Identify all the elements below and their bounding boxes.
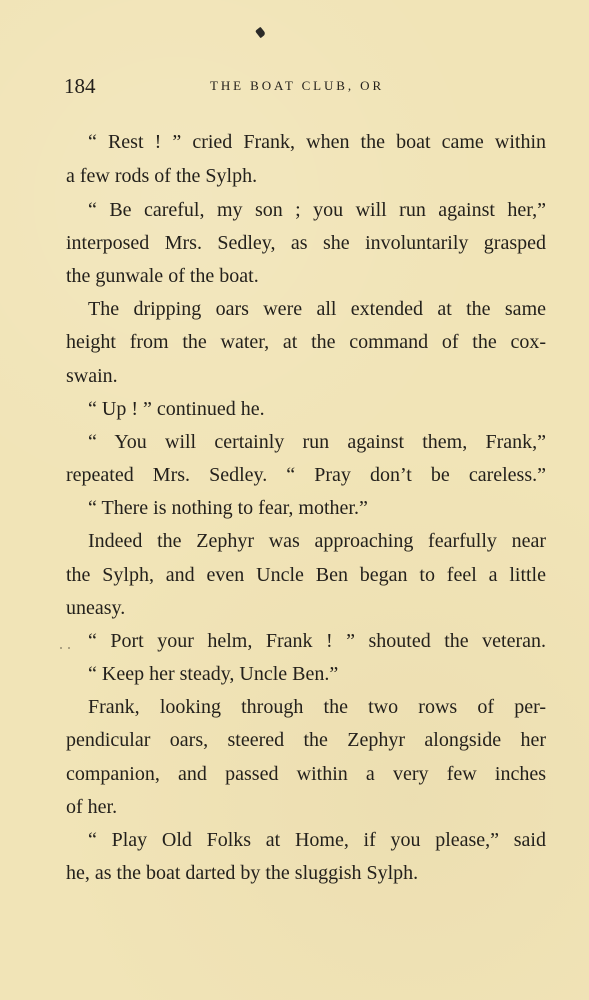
text-line: “ Rest ! ” cried Frank, when the boat came within (88, 131, 546, 153)
text-line: repeated Mrs. Sedley. “ Pray don’t be careless.” (66, 464, 546, 486)
text-line: “ There is nothing to fear, mother.” (88, 497, 368, 519)
page-number: 184 (64, 74, 96, 98)
text-line: Frank, looking through the two rows of per- (88, 696, 546, 718)
text-line: he, as the boat darted by the sluggish Sylph. (66, 862, 419, 884)
text-line: the gunwale of the boat. (66, 265, 259, 287)
text-line: “ You will certainly run against them, Frank,” (88, 431, 546, 453)
text-line: pendicular oars, steered the Zephyr alongside her (66, 729, 546, 751)
running-head: THE BOAT CLUB, OR (210, 78, 385, 93)
text-line: uneasy. (66, 597, 126, 619)
text-line: “ Port your helm, Frank ! ” shouted the veteran. (88, 630, 546, 652)
text-line: The dripping oars were all extended at the same (88, 298, 546, 320)
text-line: interposed Mrs. Sedley, as she involuntarily grasped (66, 232, 546, 254)
text-line: “ Be careful, my son ; you will run against her,” (88, 199, 546, 221)
text-line: Indeed the Zephyr was approaching fearfully near (88, 530, 546, 552)
page-header (64, 74, 524, 98)
text-line: companion, and passed within a very few inches (66, 763, 546, 785)
text-line: “ Up ! ” continued he. (88, 398, 265, 420)
text-line: a few rods of the Sylph. (66, 165, 258, 187)
text-line: “ Play Old Folks at Home, if you please,” said (88, 829, 546, 851)
margin-dot (60, 647, 62, 649)
text-line: height from the water, at the command of the cox- (66, 331, 546, 353)
text-line: the Sylph, and even Uncle Ben began to feel a little (66, 564, 546, 586)
text-line: swain. (66, 365, 118, 387)
text-line: “ Keep her steady, Uncle Ben.” (88, 663, 339, 685)
text-line: of her. (66, 796, 118, 818)
body-text (66, 126, 546, 906)
ink-mark (255, 27, 266, 38)
